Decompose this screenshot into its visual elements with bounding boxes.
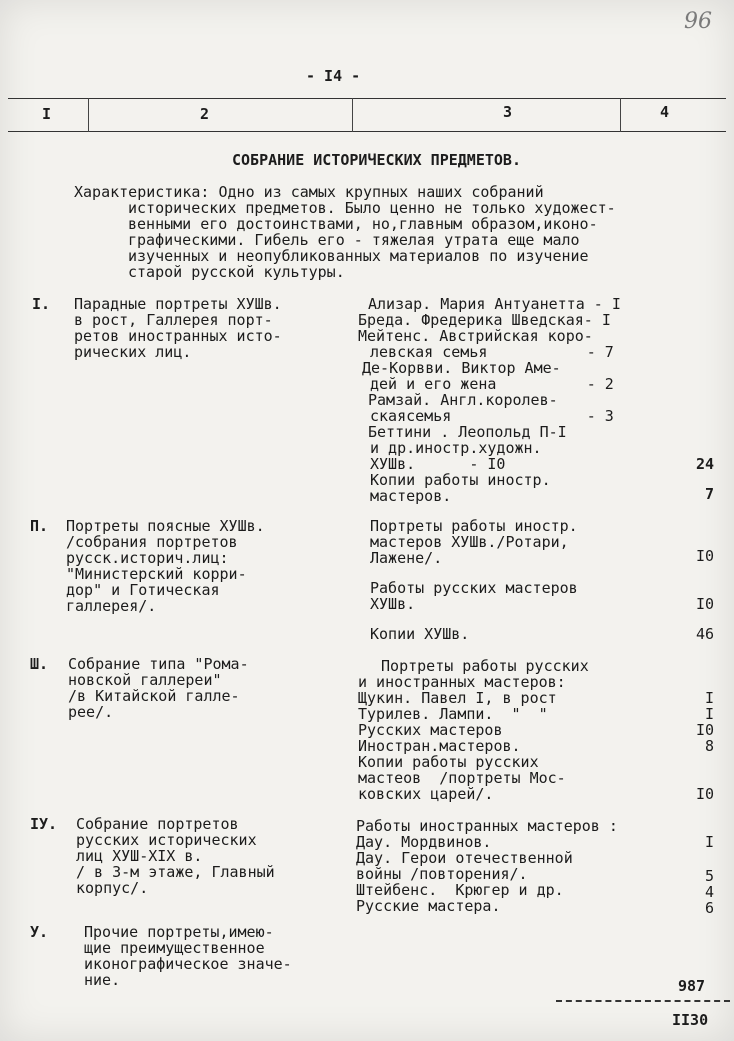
row-description: ние. <box>84 971 121 989</box>
row-total: I <box>704 833 714 851</box>
item-line: Копии ХУШв. <box>370 625 470 643</box>
row-number: Ш. <box>30 655 49 673</box>
row-description: новской галлереи" <box>68 671 222 689</box>
item-line: мастеров. <box>370 487 452 505</box>
item-line: ХУШв. - I0 <box>370 455 506 473</box>
row-number: П. <box>30 517 49 535</box>
characteristic-line: венными его достоинствами, но,главным образом,иконо- <box>128 215 598 233</box>
item-line: Турилев. Лампи. " " <box>358 705 548 723</box>
item-line: и др.иностр.художн. <box>370 439 542 457</box>
row-description: корпус/. <box>76 879 149 897</box>
row-description: в рост, Галлерея порт- <box>74 311 273 329</box>
row-total: 7 <box>704 485 714 503</box>
item-line: Портреты работы русских <box>372 657 589 675</box>
item-line: Лажене/. <box>370 549 443 567</box>
row-total: I0 <box>695 785 714 803</box>
item-line: Копии работы русских <box>358 753 539 771</box>
row-total: 8 <box>704 737 714 755</box>
header-bottom-rule <box>8 131 726 132</box>
handwritten-folio-number: 96 <box>684 9 712 34</box>
column-divider <box>352 98 353 132</box>
row-total: 5 <box>704 867 714 885</box>
row-total: I0 <box>695 547 714 565</box>
item-line: Бреда. Фредерика Шведская- I <box>358 311 611 329</box>
item-line: мастеров ХУШв./Ротари, <box>370 533 569 551</box>
row-description: русских исторических <box>76 831 257 849</box>
item-line: Беттини . Леопольд П-I <box>368 423 567 441</box>
item-line: Русских мастеров <box>358 721 503 739</box>
row-description: щие преимущественное <box>84 939 265 957</box>
item-line: мастеов /портреты Мос- <box>358 769 566 787</box>
row-description: "Министерский корри- <box>66 565 247 583</box>
total-dashed-rule <box>556 1000 730 1002</box>
row-total: 24 <box>695 455 714 473</box>
row-description: Собрание портретов <box>76 815 239 833</box>
characteristic-line: изученных и неопубликованных материалов по изучение <box>128 247 589 265</box>
row-number: IУ. <box>30 815 58 833</box>
row-description: рее/. <box>68 703 114 721</box>
row-total: 46 <box>695 625 714 643</box>
column-header-1: I <box>42 105 52 123</box>
item-line: Де-Корвви. Виктор Аме- <box>362 359 561 377</box>
item-line: ковских царей/. <box>358 785 494 803</box>
row-description: русск.историч.лиц: <box>66 549 229 567</box>
row-description: рических лиц. <box>74 343 192 361</box>
row-description: Парадные портреты ХУШв. <box>74 295 282 313</box>
row-total: I <box>704 705 714 723</box>
item-line: Щукин. Павел I, в рост <box>358 689 557 707</box>
item-line: Русские мастера. <box>356 897 501 915</box>
item-line: скаяcемья - 3 <box>370 407 614 425</box>
row-description: Прочие портреты,имею- <box>84 923 274 941</box>
characteristic-line: старой русской культуры. <box>128 263 345 281</box>
row-description: / в 3-м этаже, Главный <box>76 863 275 881</box>
item-line: левская семья - 7 <box>370 343 614 361</box>
item-line: Мейтенс. Австрийская коро- <box>358 327 593 345</box>
item-line: Рамзай. Англ.королев- <box>368 391 558 409</box>
row-number: I. <box>32 295 51 313</box>
column-header-4: 4 <box>660 103 670 121</box>
item-line: Штейбенс. Крюгер и др. <box>356 881 564 899</box>
item-line: Дау. Мордвинов. <box>356 833 492 851</box>
item-line: Портреты работы иностр. <box>370 517 578 535</box>
item-line: Работы русских мастеров <box>370 579 578 597</box>
column-header-2: 2 <box>200 105 210 123</box>
item-line: Копии работы иностр. <box>370 471 551 489</box>
row-description: галлерея/. <box>66 597 157 615</box>
page-number: - I4 - <box>306 67 361 85</box>
item-line: дей и его жена - 2 <box>370 375 614 393</box>
item-line: Ализар. Мария Антуанетта - I <box>368 295 621 313</box>
row-description: Собрание типа "Рома- <box>68 655 249 673</box>
item-line: Дау. Герои отечественной <box>356 849 573 867</box>
row-total: I0 <box>695 595 714 613</box>
row-total: I <box>704 689 714 707</box>
header-top-rule <box>8 98 726 99</box>
row-description: лиц ХУШ-XIX в. <box>76 847 203 865</box>
characteristic-line: Характеристика: Одно из самых крупных наших собраний <box>74 183 544 201</box>
row-total: I0 <box>695 721 714 739</box>
item-line: Иностран.мастеров. <box>358 737 521 755</box>
row-total: 6 <box>704 899 714 917</box>
characteristic-line: исторических предметов. Было ценно не только художест- <box>128 199 616 217</box>
characteristic-line: графическими. Гибель его - тяжелая утрата еще мало <box>128 231 580 249</box>
section-title: СОБРАНИЕ ИСТОРИЧЕСКИХ ПРЕДМЕТОВ. <box>232 151 521 169</box>
row-description: /собрания портретов <box>66 533 238 551</box>
item-line: ХУШв. <box>370 595 416 613</box>
column-header-3: 3 <box>503 103 513 121</box>
row-total: 4 <box>704 883 714 901</box>
column-divider <box>620 98 621 132</box>
row-description: дор" и Готическая <box>66 581 220 599</box>
grand-total: 987 <box>678 977 706 995</box>
row-description: /в Китайской галле- <box>68 687 240 705</box>
row-description: ретов иностранных исто- <box>74 327 282 345</box>
item-line: и иностранных мастеров: <box>358 673 566 691</box>
row-description: иконографическое значе- <box>84 955 292 973</box>
column-divider <box>88 98 89 132</box>
row-number: У. <box>30 923 49 941</box>
item-line: войны /повторения/. <box>356 865 528 883</box>
row-description: Портреты поясные ХУШв. <box>66 517 265 535</box>
carry-total: II30 <box>672 1011 709 1029</box>
item-line: Работы иностранных мастеров : <box>356 817 618 835</box>
